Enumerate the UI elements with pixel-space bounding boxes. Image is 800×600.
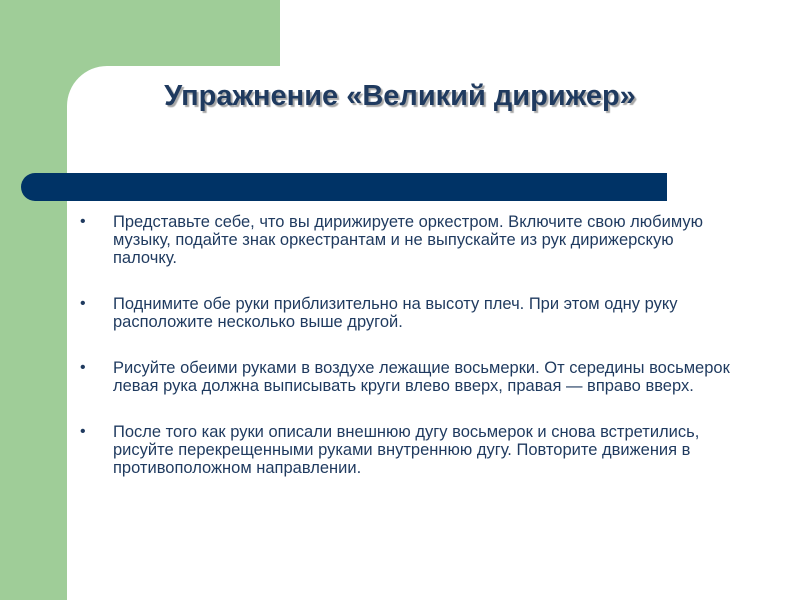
slide-title: Упражнение «Великий дирижер» (164, 80, 636, 112)
bullet-text: Рисуйте обеими руками в воздухе лежащие восьмерки. От середины восьмерок левая рука должна выписывать круги влево вверх, правая — вправо вверх. (113, 359, 730, 395)
bullet-icon: • (80, 359, 86, 376)
bullet-icon: • (80, 295, 86, 312)
bullet-text: Представьте себе, что вы дирижируете оркестром. Включите свою любимую музыку, подайте знак оркестрантам и не выпускайте из рук дирижерскую палочку. (113, 213, 703, 267)
bullet-text: После того как руки описали внешнюю дугу восьмерок и снова встретились, рисуйте перекрещенными руками внутреннюю дугу. Повторите движения в противоположном направлении. (113, 423, 700, 477)
bullet-list (80, 213, 740, 505)
background-green-strip (0, 0, 67, 600)
bullet-icon: • (80, 213, 86, 230)
list-item (80, 359, 740, 395)
bullet-icon: • (80, 423, 86, 440)
list-item (80, 295, 740, 331)
bullet-text: Поднимите обе руки приблизительно на высоту плеч. При этом одну руку расположите несколько выше другой. (113, 295, 678, 331)
list-item (80, 213, 740, 267)
title-divider-bar (21, 173, 667, 201)
list-item (80, 423, 740, 477)
